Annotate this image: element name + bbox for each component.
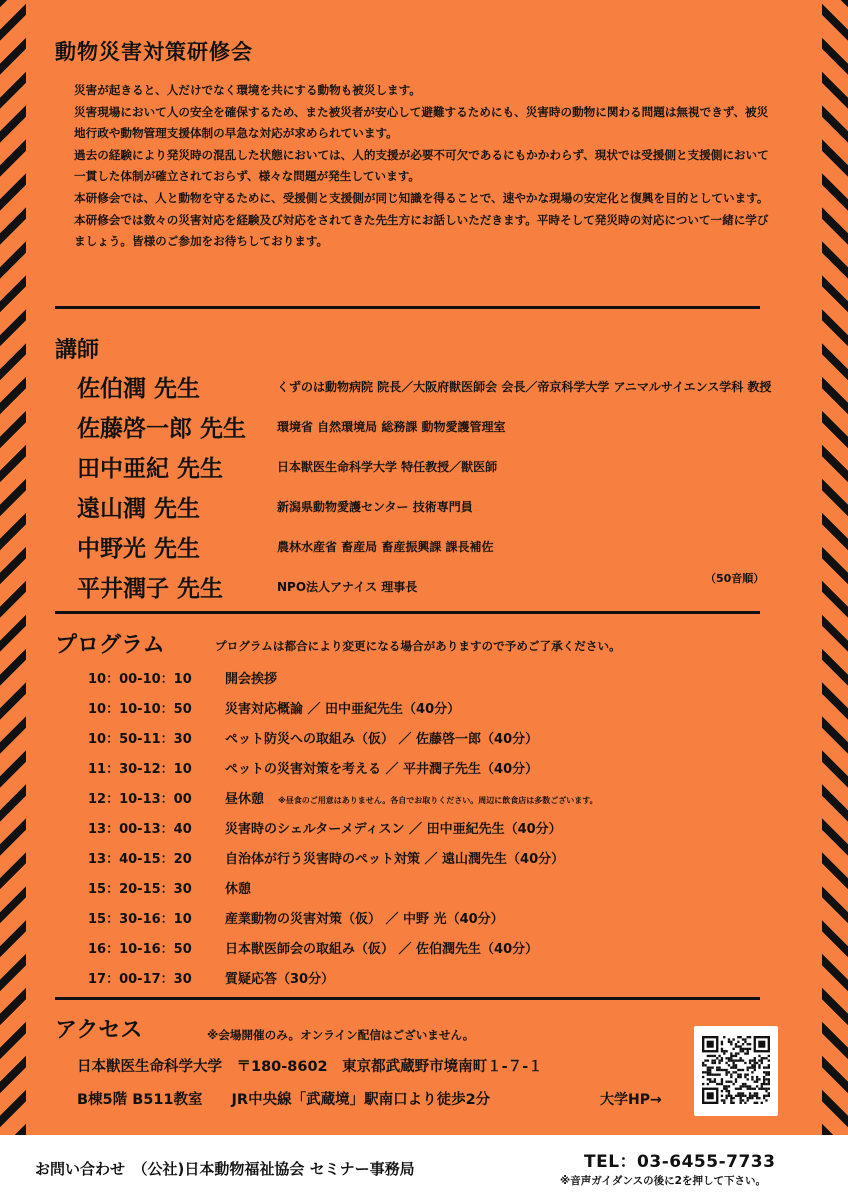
- lecturer-affiliation: くずのは動物病院 院長／大阪府獣医師会 会長／帝京科学大学 アニマルサイエンス学科 教授: [277, 380, 772, 394]
- lecturer-row: [77, 410, 787, 450]
- intro-paragraph: 災害現場において人の安全を確保するため、また被災者が安心して避難するためにも、災害時の動物に関わる問題は無視できず、被災地行政や動物管理支援体制の早急な対応が求められています。: [74, 104, 769, 141]
- intro-paragraph: 災害が起きると、人だけでなく環境を共にする動物も被災します。: [74, 83, 421, 97]
- program-item-text: ペットの災害対策を考える ／ 平井潤子先生（40分）: [225, 762, 539, 777]
- qr-code-graphic: [702, 1036, 770, 1104]
- university-hp-link[interactable]: 大学HP→: [600, 1092, 662, 1108]
- program-item: [225, 698, 460, 717]
- lecturer-affiliation: 環境省 自然環境局 総務課 動物愛護管理室: [277, 420, 506, 434]
- program-item: [225, 728, 538, 747]
- program-item: [225, 908, 504, 927]
- lecturer-affiliation: 日本獣医生命科学大学 特任教授／獣医師: [277, 460, 498, 474]
- program-item-text: 質疑応答（30分）: [225, 972, 335, 987]
- program-item-note: ※昼食のご用意はありません。各自でお取りください。周辺に飲食店は多数ございます。: [278, 796, 598, 805]
- contact-label: お問い合わせ （公社)日本動物福祉協会 セミナー事務局: [35, 1160, 415, 1178]
- program-time: 13：40-15：20: [88, 852, 192, 867]
- lecturer-row: [77, 530, 787, 570]
- lecturer-name: 平井潤子 先生: [77, 576, 224, 602]
- access-directions: B棟5階 B511教室 JR中央線「武蔵境」駅南口より徒歩2分: [77, 1092, 491, 1108]
- access-note: ※会場開催のみ。オンライン配信はございません。: [207, 1028, 475, 1042]
- lecturer-name: 遠山潤 先生: [77, 496, 201, 522]
- program-time: 17：00-17：30: [88, 972, 192, 987]
- phone-number[interactable]: TEL：03-6455-7733: [584, 1152, 776, 1172]
- divider: [55, 306, 760, 309]
- lecturer-row: [77, 370, 787, 410]
- program-time: 15：20-15：30: [88, 882, 192, 897]
- program-item-text: 日本獣医師会の取組み（仮） ／ 佐伯潤先生（40分）: [225, 942, 539, 957]
- lecturers-heading: 講師: [55, 338, 100, 363]
- page-title: 動物災害対策研修会: [55, 40, 253, 64]
- program-item-text: 災害対応概論 ／ 田中亜紀先生（40分）: [225, 702, 461, 717]
- program-time: 10：10-10：50: [88, 702, 192, 717]
- order-note: （50音順）: [705, 572, 765, 585]
- lecturer-name: 佐藤啓一郎 先生: [77, 416, 247, 442]
- program-time: 15：30-16：10: [88, 912, 192, 927]
- program-time: 12：10-13：00: [88, 792, 192, 807]
- intro-text: [74, 80, 774, 253]
- program-item-text: 災害時のシェルターメディスン ／ 田中亜紀先生（40分）: [225, 822, 562, 837]
- lecturer-row: [77, 490, 787, 530]
- phone-note: ※音声ガイダンスの後に2を押して下さい。: [560, 1175, 766, 1187]
- footer: [0, 1135, 848, 1200]
- program-item-text: ペット防災への取組み（仮） ／ 佐藤啓一郎（40分）: [225, 732, 539, 747]
- program-item: [225, 788, 598, 807]
- lecturer-affiliation: 新潟県動物愛護センター 技術専門員: [277, 500, 473, 514]
- program-time: 11：30-12：10: [88, 762, 192, 777]
- lecturer-name: 佐伯潤 先生: [77, 376, 201, 402]
- intro-paragraph: 過去の経験により発災時の混乱した状態においては、人的支援が必要不可欠であるにもかかわらず、現状では受援側と支援側において一貫した体制が確立されておらず、様々な問題が発生しています。: [74, 147, 769, 184]
- program-item: [225, 758, 538, 777]
- program-item-text: 休憩: [225, 882, 252, 897]
- access-heading: アクセス: [55, 1018, 143, 1043]
- program-heading: プログラム: [55, 633, 165, 658]
- program-time: 10：00-10：10: [88, 672, 192, 687]
- program-item: [225, 938, 538, 957]
- lecturer-row: [77, 450, 787, 490]
- program-note: プログラムは都合により変更になる場合がありますので予めご了承ください。: [215, 639, 621, 653]
- lecturer-affiliation: NPO法人アナイス 理事長: [277, 580, 418, 594]
- access-address: 日本獣医生命科学大学 〒180-8602 東京都武蔵野市境南町１-７-１: [77, 1059, 543, 1075]
- program-item: [225, 968, 334, 987]
- program-item-text: 昼休憩: [225, 792, 265, 807]
- qr-code-icon[interactable]: [694, 1026, 778, 1116]
- program-item-text: 産業動物の災害対策（仮） ／ 中野 光（40分）: [225, 912, 504, 927]
- program-time: 13：00-13：40: [88, 822, 192, 837]
- program-item: [225, 818, 562, 837]
- lecturer-affiliation: 農林水産省 畜産局 畜産振興課 課長補佐: [277, 540, 494, 554]
- intro-paragraph: 本研修会では、人と動物を守るために、受援側と支援側が同じ知識を得ることで、速やかな現場の安定化と復興を目的としています。本研修会では数々の災害対応を経験及び対応をされてきた先生方にお話しいただきます。平時そして発災時の対応について一緒に学びましょう。皆様のご参加をお待ちしております。: [74, 190, 769, 249]
- hazard-stripe-left: [0, 0, 26, 1135]
- lecturer-name: 田中亜紀 先生: [77, 456, 224, 482]
- program-item: [225, 848, 564, 867]
- divider: [55, 611, 760, 614]
- program-item: [225, 878, 251, 897]
- program-item-text: 開会挨拶: [225, 672, 278, 687]
- program-time: 10：50-11：30: [88, 732, 192, 747]
- program-item: [225, 668, 277, 687]
- hazard-stripe-right: [822, 0, 848, 1135]
- divider: [55, 997, 760, 1000]
- program-item-text: 自治体が行う災害時のペット対策 ／ 遠山潤先生（40分）: [225, 852, 565, 867]
- program-time: 16：10-16：50: [88, 942, 192, 957]
- lecturer-row: [77, 570, 787, 610]
- lecturer-name: 中野光 先生: [77, 536, 201, 562]
